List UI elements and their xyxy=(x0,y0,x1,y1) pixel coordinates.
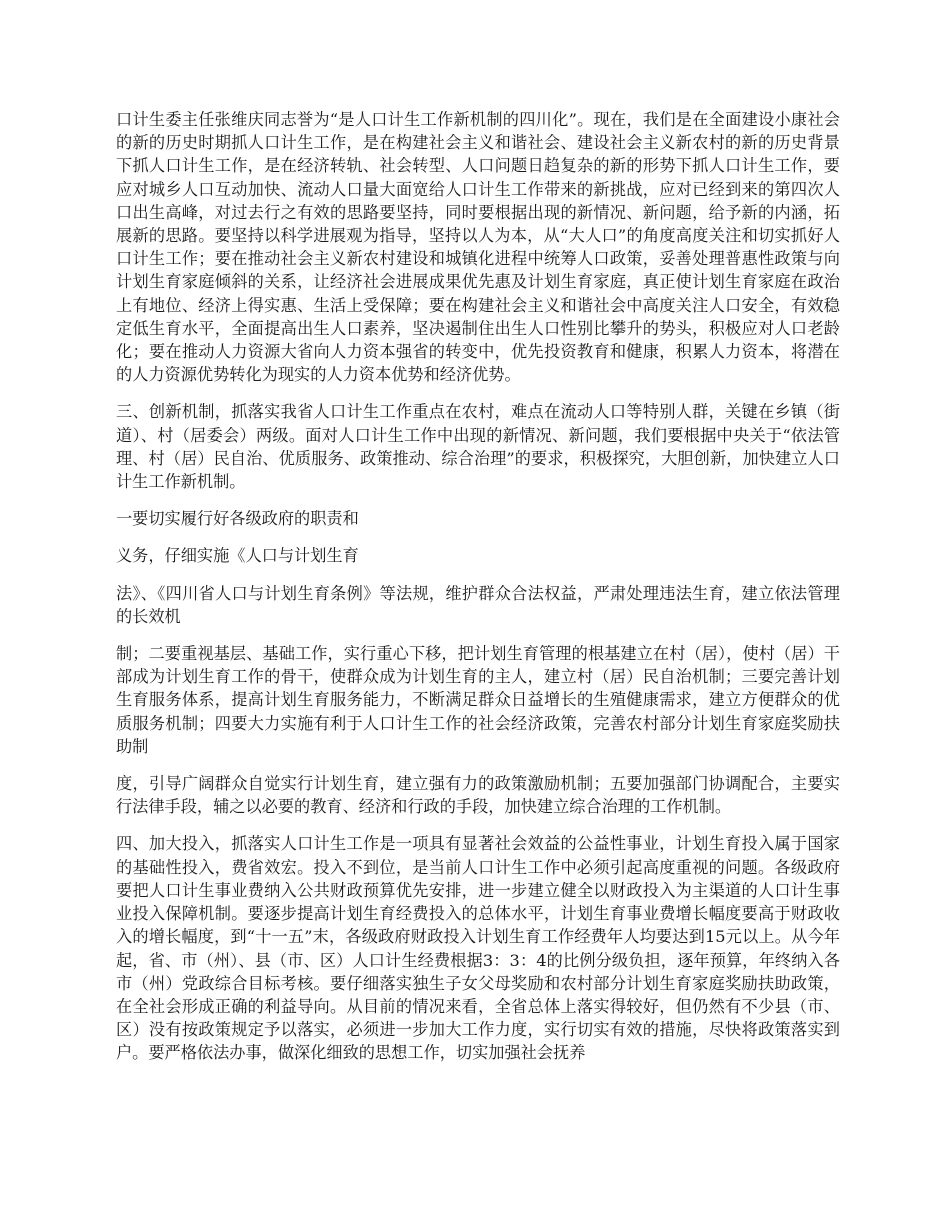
paragraph-7: 度，引导广阔群众自觉实行计划生育，建立强有力的政策激励机制；五要加强部门协调配合，主要实行法律手段，辅之以必要的教育、经济和行政的手段，加快建立综合治理的工作机制。 xyxy=(116,774,840,817)
paragraph-2: 三、创新机制，抓落实我省人口计生工作重点在农村，难点在流动人口等特别人群，关键在乡镇（街道）、村（居委会）两级。面对人口计生工作中出现的新情况、新问题，我们要根据中央关于“依法管理、村（居）民自治、优质服务、政策推动、综合治理”的要求，积极探究，大胆创新，加快建立人口计生工作新机制。 xyxy=(116,402,840,492)
paragraph-5: 法》、《四川省人口与计划生育条例》等法规，维护群众合法权益，严肃处理违法生育，建立依法管理的长效机 xyxy=(116,583,840,626)
paragraph-8: 四、加大投入，抓落实人口计生工作是一项具有显著社会效益的公益性事业，计划生育投入属于国家的基础性投入，费省效宏。投入不到位，是当前人口计生工作中必须引起高度重视的问题。各级政府要把人口计生事业费纳入公共财政预算优先安排，进一步建立健全以财政投入为主渠道的人口计生事业投入保障机制。要逐步提高计划生育经费投入的总体水平，计划生育事业费增长幅度要高于财政收入的增长幅度，到“十一五”末，各级政府财政投入计划生育工作经费年人均要达到15元以上。从今年起，省、市（州）、县（市、区）人口计生经费根据3：3：4的比例分级负担，逐年预算，年终纳入各市（州）党政综合目标考核。要仔细落实独生子女父母奖励和农村部分计划生育家庭奖励扶助政策，在全社会形成正确的利益导向。从目前的情况来看，全省总体上落实得较好，但仍然有不少县（市、区）没有按政策规定予以落实，必须进一步加大工作力度，实行切实有效的措施，尽快将政策落实到户。要严格依法办事，做深化细致的思想工作，切实加强社会抚养 xyxy=(116,834,840,1063)
paragraph-1: 口计生委主任张维庆同志誉为“是人口计生工作新机制的四川化”。现在，我们是在全面建设小康社会的新的历史时期抓人口计生工作，是在构建社会主义和谐社会、建设社会主义新农村的新的历史背景下抓人口计生工作，是在经济转轨、社会转型、人口问题日趋复杂的新的形势下抓人口计生工作，要应对城乡人口互动加快、流动人口量大面宽给人口计生工作带来的新挑战，应对已经到来的第四次人口出生高峰，对过去行之有效的思路要坚持，同时要根据出现的新情况、新问题，给予新的内涵，拓展新的思路。要坚持以科学进展观为指导，坚持以人为本，从“大人口”的角度高度关注和切实抓好人口计生工作；要在推动社会主义新农村建设和城镇化进程中统筹人口政策，妥善处理普惠性政策与向计划生育家庭倾斜的关系，让经济社会进展成果优先惠及计划生育家庭，真正使计划生育家庭在政治上有地位、经济上得实惠、生活上受保障；要在构建社会主义和谐社会中高度关注人口安全，有效稳定低生育水平，全面提高出生人口素养，坚决遏制住出生人口性别比攀升的势头，积极应对人口老龄化；要在推动人力资源大省向人力资本强省的转变中，优先投资教育和健康，积累人力资本，将潜在的人力资源优势转化为现实的人力资本优势和经济优势。 xyxy=(116,110,840,385)
paragraph-6: 制；二要重视基层、基础工作，实行重心下移，把计划生育管理的根基建立在村（居），使村（居）干部成为计划生育工作的骨干，使群众成为计划生育的主人，建立村（居）民自治机制；三要完善计划生育服务体系，提高计划生育服务能力，不断满足群众日益增长的生殖健康需求，建立方便群众的优质服务机制；四要大力实施有利于人口计生工作的社会经济政策，完善农村部分计划生育家庭奖励扶助制 xyxy=(116,644,840,756)
paragraph-3: 一要切实履行好各级政府的职责和 xyxy=(116,509,359,529)
paragraph-4: 义务，仔细实施《人口与计划生育 xyxy=(116,546,359,566)
document-body xyxy=(116,108,840,1079)
